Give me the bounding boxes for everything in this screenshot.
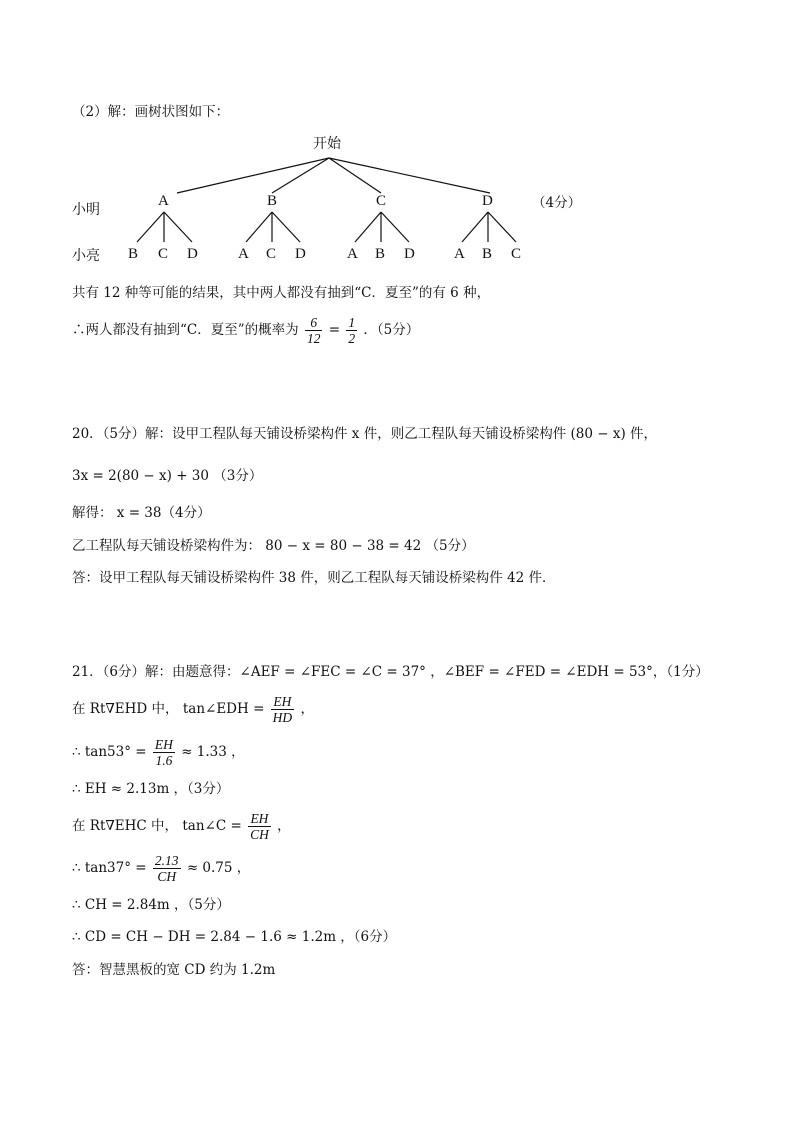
q20-line2: 3x = 2(80 − x) + 30 （3分） xyxy=(72,468,263,484)
q21-line8: ∴ CD = CH − DH = 2.84 − 1.6 ≈ 1.2m ，（6分） xyxy=(72,929,397,945)
q21-line2-prefix: 在 Rt∇EHD 中， tan∠EDH = xyxy=(72,701,265,717)
q21-line5 xyxy=(72,809,291,843)
prob-fraction-2 xyxy=(346,315,357,346)
q20-line4: 乙工程队每天铺设桥梁构件为： 80 − x = 80 − 38 = 42 （5分） xyxy=(72,538,475,554)
q21-line3 xyxy=(72,735,245,769)
q21-line1: 21．（6分）解：由题意得：∠AEF = ∠FEC = ∠C = 37° ，∠BEF = ∠FED = ∠EDH = 53°，（1分） xyxy=(72,664,709,680)
tree-node-l2: A xyxy=(238,246,249,262)
tree-edge xyxy=(137,212,164,242)
q21-line6-fraction xyxy=(153,853,181,884)
q21-line9: 答：智慧黑板的宽 CD 约为 1.2m xyxy=(72,962,276,978)
tree-node-l2: A xyxy=(454,246,465,262)
row2-label: 小亮 xyxy=(72,248,100,264)
tree-node-l2: B xyxy=(128,246,139,262)
frac-den: HD xyxy=(272,710,293,725)
probability-line xyxy=(72,315,419,346)
tree-node-l2: B xyxy=(375,246,386,262)
tree-root: 开始 xyxy=(313,136,341,152)
prob-den-1: 12 xyxy=(306,331,321,346)
tree-edge xyxy=(488,212,516,242)
result-text: 共有 12 种等可能的结果，其中两人都没有抽到“C．夏至”的有 6 种， xyxy=(72,285,491,301)
tree-node-l2: C xyxy=(266,246,277,262)
tree-diagram xyxy=(0,0,794,280)
tree-node-l2: D xyxy=(295,246,306,262)
q21-line3-suffix: ≈ 1.33 ， xyxy=(181,744,245,760)
tree-node-l1: C xyxy=(376,193,387,209)
score-note: （4分） xyxy=(532,195,582,211)
tree-edge xyxy=(246,212,272,242)
tree-edge xyxy=(164,212,192,242)
tree-node-l1: D xyxy=(482,193,493,209)
q21-line4: ∴ EH ≈ 2.13m ，（3分） xyxy=(72,781,230,797)
tree-node-l2: D xyxy=(404,246,415,262)
q21-line3-fraction xyxy=(153,737,175,768)
q21-line2-fraction xyxy=(271,694,295,725)
tree-edge xyxy=(381,212,409,242)
tree-edge xyxy=(355,212,381,242)
tree-node-l2: B xyxy=(482,246,493,262)
prob-den-2: 2 xyxy=(348,331,356,346)
tree-node-l2: D xyxy=(187,246,198,262)
row1-label: 小明 xyxy=(72,202,100,218)
prob-fraction-1 xyxy=(305,315,323,346)
q21-line5-suffix: ， xyxy=(277,818,291,834)
q21-line6-suffix: ≈ 0.75 ， xyxy=(186,860,251,876)
q21-line2 xyxy=(72,692,314,726)
frac-num: EH xyxy=(154,737,173,752)
tree-edge xyxy=(329,158,490,193)
q21-line2-suffix: ， xyxy=(300,701,314,717)
frac-den: 1.6 xyxy=(155,753,173,768)
q21-line5-prefix: 在 Rt∇EHC 中， tan∠C = xyxy=(72,818,242,834)
q21-line7: ∴ CH = 2.84m ，（5分） xyxy=(72,897,230,913)
prob-num-1: 6 xyxy=(305,315,323,331)
prob-num-2: 1 xyxy=(348,315,356,330)
tree-edge xyxy=(272,212,300,242)
q21-line3-prefix: ∴ tan53° = xyxy=(72,744,147,760)
tree-edge xyxy=(177,158,329,193)
tree-edge xyxy=(272,158,329,193)
prob-eq: = xyxy=(328,322,341,338)
tree-node-l2: A xyxy=(347,246,358,262)
tree-node-l1: A xyxy=(158,193,169,209)
frac-den: CH xyxy=(157,869,177,884)
tree-node-l1: B xyxy=(267,193,278,209)
frac-num: EH xyxy=(271,694,295,710)
frac-den: CH xyxy=(250,827,269,842)
part2-intro: （2）解：画树状图如下： xyxy=(72,104,230,120)
tree-edge xyxy=(462,212,488,242)
q21-line6-prefix: ∴ tan37° = xyxy=(72,860,147,876)
q20-line3: 解得： x = 38（4分） xyxy=(72,505,211,521)
prob-suffix: ．（5分） xyxy=(363,322,420,338)
tree-node-l2: C xyxy=(158,246,169,262)
q21-line6 xyxy=(72,851,250,885)
frac-num: 2.13 xyxy=(154,853,179,868)
q20-line1: 20．（5分）解：设甲工程队每天铺设桥梁构件 x 件，则乙工程队每天铺设桥梁构件 (80 − x) 件， xyxy=(72,426,658,442)
tree-node-l2: C xyxy=(511,246,522,262)
q21-line5-fraction xyxy=(248,811,271,842)
prob-prefix: ∴两人都没有抽到“C．夏至”的概率为 xyxy=(72,322,299,338)
frac-num: EH xyxy=(248,811,271,827)
q20-line5: 答：设甲工程队每天铺设桥梁构件 38 件，则乙工程队每天铺设桥梁构件 42 件． xyxy=(72,570,556,586)
